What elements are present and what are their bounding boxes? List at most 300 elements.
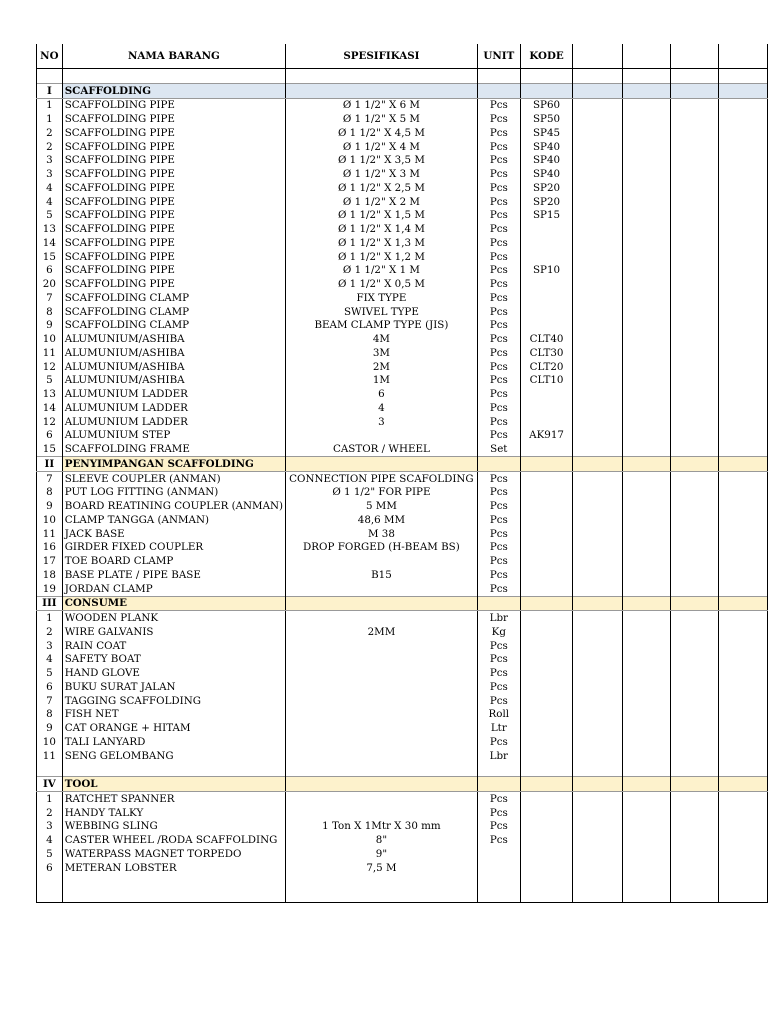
row-extra-1 <box>573 499 623 513</box>
row-spec: Ø 1 1/2" X 1,4 M <box>286 222 478 236</box>
row-name: GIRDER FIXED COUPLER <box>62 541 285 555</box>
row-no: 1 <box>37 98 63 112</box>
row-extra-2 <box>623 499 671 513</box>
table-row <box>37 792 768 806</box>
row-extra-2 <box>623 442 671 456</box>
row-extra-2 <box>623 486 671 500</box>
row-extra-1 <box>573 98 623 112</box>
row-extra-2 <box>623 195 671 209</box>
row-extra-1 <box>573 236 623 250</box>
row-name <box>62 69 285 84</box>
table-row <box>37 721 768 735</box>
table-row <box>37 167 768 181</box>
row-extra-2 <box>623 167 671 181</box>
row-no: 11 <box>37 527 63 541</box>
row-spec: Ø 1 1/2" X 6 M <box>286 98 478 112</box>
row-extra-3 <box>671 721 719 735</box>
row-no: 7 <box>37 291 63 305</box>
row-unit: Pcs <box>477 181 520 195</box>
row-extra-2 <box>623 429 671 443</box>
row-unit: Lbr <box>477 749 520 763</box>
section-row <box>37 596 768 611</box>
row-no: 3 <box>37 167 63 181</box>
row-extra-1 <box>573 277 623 291</box>
row-kode: SP20 <box>520 195 572 209</box>
table-row <box>37 415 768 429</box>
table-row <box>37 749 768 763</box>
row-spec <box>286 708 478 722</box>
row-kode <box>520 277 572 291</box>
row-no: 2 <box>37 806 63 820</box>
row-extra-1 <box>573 513 623 527</box>
row-unit: Pcs <box>477 291 520 305</box>
row-name: SCAFFOLDING PIPE <box>62 181 285 195</box>
row-extra-4 <box>719 653 768 667</box>
table-row <box>37 195 768 209</box>
row-name: SCAFFOLDING PIPE <box>62 277 285 291</box>
row-extra-1 <box>573 735 623 749</box>
row-extra-3 <box>671 457 719 472</box>
row-extra-4 <box>719 222 768 236</box>
row-extra-3 <box>671 708 719 722</box>
row-extra-4 <box>719 154 768 168</box>
row-no: I <box>37 83 63 98</box>
table-row <box>37 346 768 360</box>
row-extra-4 <box>719 209 768 223</box>
row-kode <box>520 222 572 236</box>
row-extra-4 <box>719 442 768 456</box>
row-no: 13 <box>37 387 63 401</box>
row-kode <box>520 861 572 875</box>
row-kode <box>520 653 572 667</box>
row-no: 9 <box>37 499 63 513</box>
row-name: CASTER WHEEL /RODA SCAFFOLDING <box>62 833 285 847</box>
section-row <box>37 83 768 98</box>
row-spec: Ø 1 1/2" X 2 M <box>286 195 478 209</box>
row-spec <box>286 763 478 777</box>
table-row <box>37 387 768 401</box>
row-no: III <box>37 596 63 611</box>
row-extra-4 <box>719 374 768 388</box>
row-extra-2 <box>623 209 671 223</box>
table-row <box>37 264 768 278</box>
row-name: SCAFFOLDING CLAMP <box>62 305 285 319</box>
row-no: 1 <box>37 611 63 625</box>
row-no: 10 <box>37 735 63 749</box>
row-extra-1 <box>573 401 623 415</box>
row-name: ALUMUNIUM STEP <box>62 429 285 443</box>
row-extra-4 <box>719 680 768 694</box>
row-name: JORDAN CLAMP <box>62 582 285 596</box>
table-row <box>37 708 768 722</box>
blank-row <box>37 69 768 84</box>
row-spec: SWIVEL TYPE <box>286 305 478 319</box>
row-name: JACK BASE <box>62 527 285 541</box>
row-spec: 2M <box>286 360 478 374</box>
row-extra-3 <box>671 777 719 792</box>
row-name: RATCHET SPANNER <box>62 792 285 806</box>
row-extra-4 <box>719 126 768 140</box>
row-spec <box>286 639 478 653</box>
row-extra-3 <box>671 820 719 834</box>
row-extra-2 <box>623 554 671 568</box>
row-extra-1 <box>573 415 623 429</box>
row-extra-4 <box>719 471 768 485</box>
row-extra-4 <box>719 112 768 126</box>
row-kode <box>520 680 572 694</box>
row-unit: Pcs <box>477 140 520 154</box>
row-extra-3 <box>671 126 719 140</box>
row-spec: Ø 1 1/2" FOR PIPE <box>286 486 478 500</box>
row-kode <box>520 319 572 333</box>
row-spec <box>286 680 478 694</box>
row-extra-3 <box>671 527 719 541</box>
row-extra-4 <box>719 541 768 555</box>
row-extra-1 <box>573 250 623 264</box>
row-kode <box>520 236 572 250</box>
row-kode <box>520 888 572 902</box>
row-extra-1 <box>573 374 623 388</box>
row-name: SLEEVE COUPLER (ANMAN) <box>62 471 285 485</box>
row-kode: SP40 <box>520 154 572 168</box>
row-no: 6 <box>37 680 63 694</box>
row-extra-3 <box>671 611 719 625</box>
row-no: 7 <box>37 694 63 708</box>
row-name: WOODEN PLANK <box>62 611 285 625</box>
row-spec: 1M <box>286 374 478 388</box>
row-name: FISH NET <box>62 708 285 722</box>
row-no: 5 <box>37 847 63 861</box>
row-unit <box>477 457 520 472</box>
row-extra-1 <box>573 582 623 596</box>
row-extra-1 <box>573 181 623 195</box>
row-name: ALUMUNIUM/ASHIBA <box>62 332 285 346</box>
row-no: 6 <box>37 264 63 278</box>
row-extra-1 <box>573 126 623 140</box>
row-name: ALUMUNIUM LADDER <box>62 387 285 401</box>
row-extra-3 <box>671 332 719 346</box>
row-name: SCAFFOLDING PIPE <box>62 126 285 140</box>
table-row <box>37 735 768 749</box>
row-extra-4 <box>719 888 768 902</box>
row-name: ALUMUNIUM LADDER <box>62 415 285 429</box>
row-extra-4 <box>719 291 768 305</box>
row-name: BASE PLATE / PIPE BASE <box>62 568 285 582</box>
table-row <box>37 806 768 820</box>
row-extra-4 <box>719 332 768 346</box>
row-no: 17 <box>37 554 63 568</box>
table-row <box>37 499 768 513</box>
row-extra-1 <box>573 708 623 722</box>
table-row <box>37 112 768 126</box>
table-row <box>37 305 768 319</box>
row-extra-1 <box>573 387 623 401</box>
table-row <box>37 401 768 415</box>
row-extra-1 <box>573 83 623 98</box>
row-unit: Pcs <box>477 360 520 374</box>
row-kode <box>520 596 572 611</box>
row-unit <box>477 847 520 861</box>
row-name: SCAFFOLDING PIPE <box>62 195 285 209</box>
row-unit: Pcs <box>477 195 520 209</box>
row-extra-2 <box>623 847 671 861</box>
row-spec: 4M <box>286 332 478 346</box>
row-kode: SP40 <box>520 140 572 154</box>
row-spec <box>286 735 478 749</box>
row-extra-3 <box>671 694 719 708</box>
row-spec <box>286 888 478 902</box>
row-extra-4 <box>719 486 768 500</box>
row-extra-1 <box>573 792 623 806</box>
row-kode <box>520 639 572 653</box>
row-extra-3 <box>671 596 719 611</box>
table-row <box>37 833 768 847</box>
section-row <box>37 457 768 472</box>
row-no: II <box>37 457 63 472</box>
row-name: SCAFFOLDING CLAMP <box>62 291 285 305</box>
row-spec: 2MM <box>286 625 478 639</box>
row-kode <box>520 625 572 639</box>
row-extra-2 <box>623 154 671 168</box>
row-extra-4 <box>719 319 768 333</box>
row-unit: Pcs <box>477 694 520 708</box>
row-unit: Pcs <box>477 346 520 360</box>
row-kode: CLT10 <box>520 374 572 388</box>
row-extra-3 <box>671 250 719 264</box>
row-no: 15 <box>37 250 63 264</box>
row-extra-2 <box>623 277 671 291</box>
row-spec <box>286 653 478 667</box>
row-extra-2 <box>623 181 671 195</box>
row-extra-3 <box>671 499 719 513</box>
header-extra-1 <box>573 44 623 69</box>
row-spec: CONNECTION PIPE SCAFOLDING <box>286 471 478 485</box>
row-unit: Pcs <box>477 792 520 806</box>
table-row <box>37 319 768 333</box>
row-spec: Ø 1 1/2" X 1,3 M <box>286 236 478 250</box>
row-extra-2 <box>623 98 671 112</box>
row-extra-3 <box>671 319 719 333</box>
row-name: CAT ORANGE + HITAM <box>62 721 285 735</box>
row-unit: Pcs <box>477 126 520 140</box>
row-extra-1 <box>573 820 623 834</box>
row-spec: Ø 1 1/2" X 5 M <box>286 112 478 126</box>
table-row <box>37 861 768 875</box>
row-name: SCAFFOLDING PIPE <box>62 98 285 112</box>
row-extra-3 <box>671 195 719 209</box>
inventory-table <box>36 44 768 903</box>
row-extra-3 <box>671 387 719 401</box>
table-row <box>37 486 768 500</box>
row-extra-1 <box>573 653 623 667</box>
row-extra-3 <box>671 888 719 902</box>
row-unit <box>477 777 520 792</box>
row-no: 15 <box>37 442 63 456</box>
row-unit: Pcs <box>477 653 520 667</box>
row-extra-3 <box>671 861 719 875</box>
row-extra-2 <box>623 888 671 902</box>
row-extra-1 <box>573 541 623 555</box>
row-unit: Pcs <box>477 374 520 388</box>
row-extra-1 <box>573 264 623 278</box>
row-kode <box>520 749 572 763</box>
row-extra-1 <box>573 291 623 305</box>
row-unit <box>477 888 520 902</box>
row-extra-3 <box>671 680 719 694</box>
row-extra-4 <box>719 195 768 209</box>
row-extra-3 <box>671 763 719 777</box>
row-kode <box>520 513 572 527</box>
row-no: 5 <box>37 666 63 680</box>
row-no: 18 <box>37 568 63 582</box>
row-extra-4 <box>719 666 768 680</box>
row-spec: Ø 1 1/2" X 2,5 M <box>286 181 478 195</box>
row-extra-2 <box>623 735 671 749</box>
row-extra-4 <box>719 694 768 708</box>
row-kode <box>520 847 572 861</box>
row-no: 20 <box>37 277 63 291</box>
row-no: 1 <box>37 792 63 806</box>
row-extra-2 <box>623 749 671 763</box>
row-name: SCAFFOLDING CLAMP <box>62 319 285 333</box>
row-extra-3 <box>671 415 719 429</box>
row-extra-3 <box>671 653 719 667</box>
row-extra-2 <box>623 763 671 777</box>
table-row <box>37 332 768 346</box>
row-extra-4 <box>719 554 768 568</box>
row-extra-1 <box>573 332 623 346</box>
row-kode <box>520 69 572 84</box>
row-extra-4 <box>719 346 768 360</box>
row-extra-3 <box>671 442 719 456</box>
row-kode <box>520 442 572 456</box>
row-spec: Ø 1 1/2" X 3 M <box>286 167 478 181</box>
row-extra-4 <box>719 861 768 875</box>
header-extra-3 <box>671 44 719 69</box>
row-extra-2 <box>623 694 671 708</box>
row-kode <box>520 721 572 735</box>
row-unit: Pcs <box>477 471 520 485</box>
row-extra-3 <box>671 666 719 680</box>
row-extra-4 <box>719 140 768 154</box>
row-spec: 9" <box>286 847 478 861</box>
row-extra-4 <box>719 264 768 278</box>
row-extra-3 <box>671 222 719 236</box>
row-extra-2 <box>623 126 671 140</box>
row-extra-4 <box>719 83 768 98</box>
row-no: 2 <box>37 140 63 154</box>
row-extra-2 <box>623 291 671 305</box>
table-row <box>37 222 768 236</box>
row-no: 14 <box>37 401 63 415</box>
table-row <box>37 611 768 625</box>
blank-row <box>37 888 768 902</box>
row-unit: Ltr <box>477 721 520 735</box>
row-no: 3 <box>37 154 63 168</box>
row-extra-2 <box>623 653 671 667</box>
header-nama-barang: NAMA BARANG <box>62 44 285 69</box>
row-extra-1 <box>573 154 623 168</box>
row-extra-1 <box>573 305 623 319</box>
table-row <box>37 639 768 653</box>
row-spec: 3M <box>286 346 478 360</box>
row-extra-1 <box>573 112 623 126</box>
row-no: 4 <box>37 833 63 847</box>
row-spec: 1 Ton X 1Mtr X 30 mm <box>286 820 478 834</box>
row-no: 9 <box>37 319 63 333</box>
row-kode <box>520 735 572 749</box>
row-unit <box>477 596 520 611</box>
row-extra-1 <box>573 554 623 568</box>
table-row <box>37 847 768 861</box>
row-extra-1 <box>573 596 623 611</box>
row-spec <box>286 582 478 596</box>
row-extra-2 <box>623 680 671 694</box>
row-kode: SP20 <box>520 181 572 195</box>
row-no: 9 <box>37 721 63 735</box>
row-kode <box>520 387 572 401</box>
row-kode <box>520 415 572 429</box>
row-kode: SP60 <box>520 98 572 112</box>
row-spec: Ø 1 1/2" X 4,5 M <box>286 126 478 140</box>
row-extra-3 <box>671 792 719 806</box>
row-extra-1 <box>573 611 623 625</box>
row-kode <box>520 305 572 319</box>
row-extra-1 <box>573 568 623 582</box>
row-kode: CLT40 <box>520 332 572 346</box>
row-extra-4 <box>719 250 768 264</box>
row-unit: Pcs <box>477 277 520 291</box>
row-name <box>62 888 285 902</box>
row-kode <box>520 806 572 820</box>
row-unit: Pcs <box>477 415 520 429</box>
row-kode <box>520 486 572 500</box>
row-extra-1 <box>573 209 623 223</box>
row-spec: 48,6 MM <box>286 513 478 527</box>
row-spec <box>286 721 478 735</box>
row-extra-2 <box>623 513 671 527</box>
row-spec: Ø 1 1/2" X 1,5 M <box>286 209 478 223</box>
row-name: PUT LOG FITTING (ANMAN) <box>62 486 285 500</box>
table-row <box>37 471 768 485</box>
row-extra-1 <box>573 429 623 443</box>
row-name: ALUMUNIUM/ASHIBA <box>62 346 285 360</box>
row-unit: Pcs <box>477 112 520 126</box>
row-no: 12 <box>37 360 63 374</box>
blank-row <box>37 875 768 889</box>
row-extra-4 <box>719 415 768 429</box>
row-kode: AK917 <box>520 429 572 443</box>
row-kode <box>520 875 572 889</box>
section-row <box>37 777 768 792</box>
row-extra-2 <box>623 541 671 555</box>
header-kode: KODE <box>520 44 572 69</box>
table-row <box>37 666 768 680</box>
row-extra-2 <box>623 708 671 722</box>
row-extra-1 <box>573 875 623 889</box>
row-extra-2 <box>623 792 671 806</box>
row-kode: SP50 <box>520 112 572 126</box>
row-unit: Pcs <box>477 513 520 527</box>
row-extra-1 <box>573 749 623 763</box>
row-spec <box>286 777 478 792</box>
table-row <box>37 154 768 168</box>
row-name <box>62 875 285 889</box>
row-extra-4 <box>719 582 768 596</box>
row-extra-3 <box>671 374 719 388</box>
row-unit: Lbr <box>477 611 520 625</box>
table-row <box>37 374 768 388</box>
